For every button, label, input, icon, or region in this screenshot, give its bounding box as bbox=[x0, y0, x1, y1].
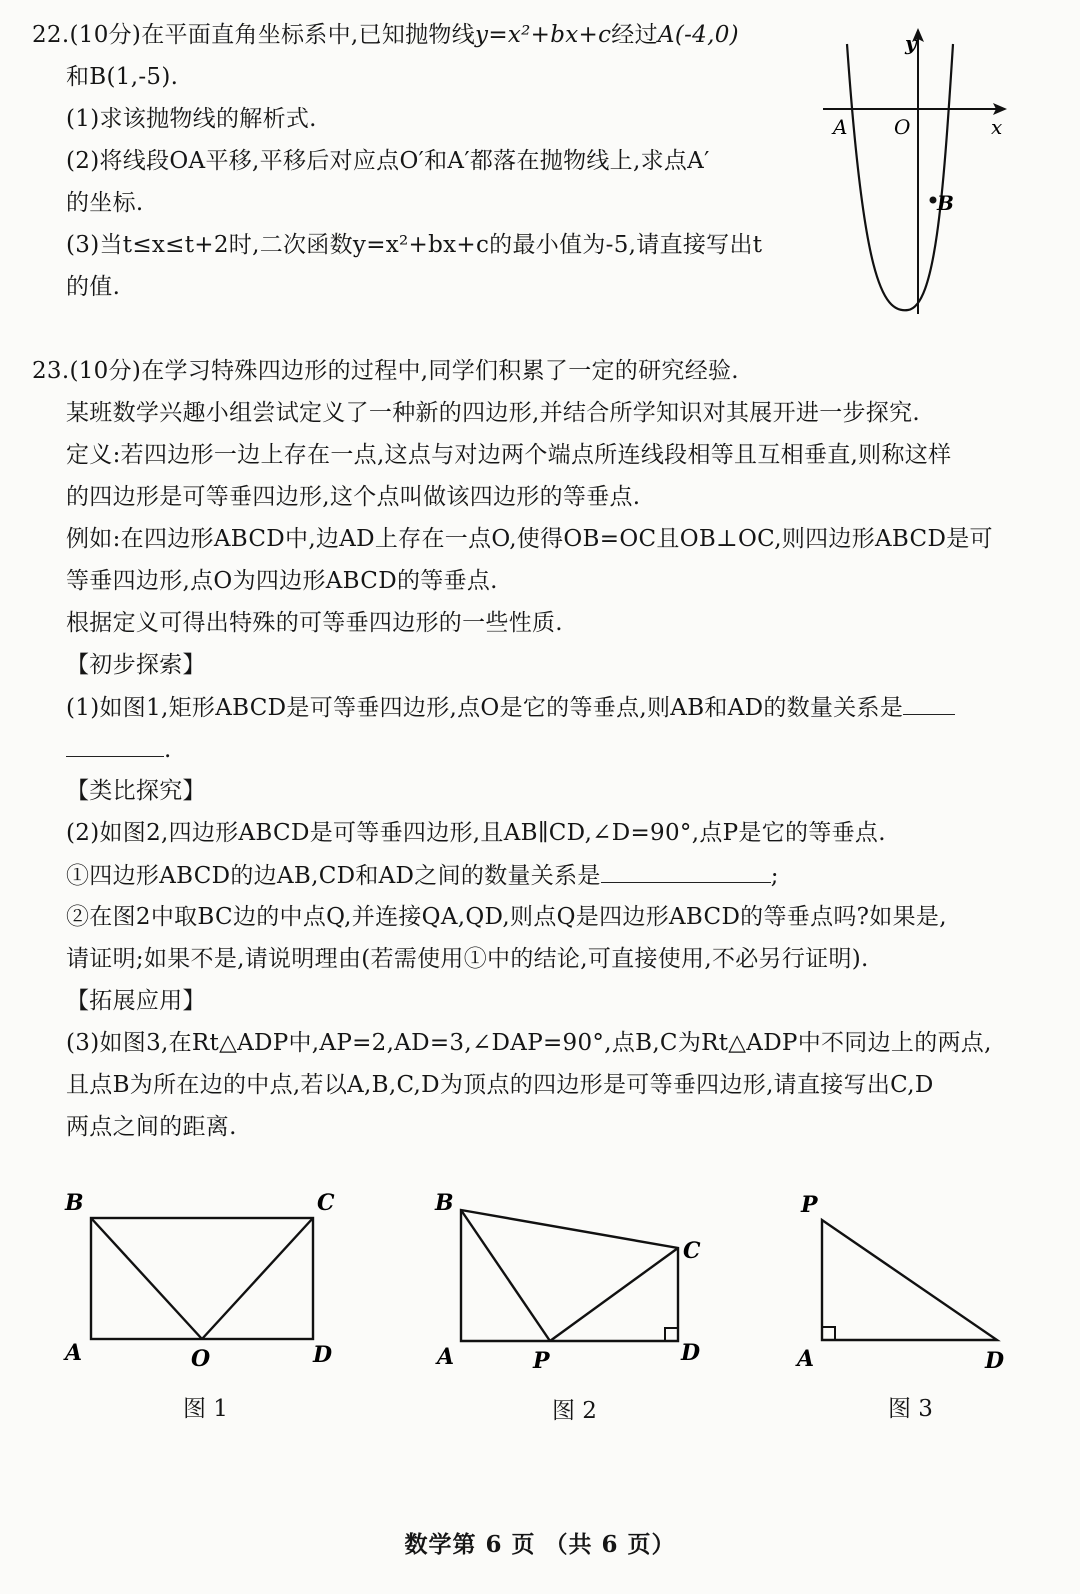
fig2-segment-pc bbox=[550, 1248, 678, 1341]
q23-part1-cont bbox=[66, 734, 172, 765]
q23-properties: 根据定义可得出特殊的可等垂四边形的一些性质. bbox=[66, 610, 563, 636]
figure-2-caption: 图 2 bbox=[552, 1398, 597, 1424]
graph-label-y: y bbox=[905, 31, 917, 55]
fig2-label-p: P bbox=[533, 1348, 550, 1374]
q22-stem-b: 经过 bbox=[611, 22, 658, 48]
q22-part3-a: (3)当t≤x≤t+2时,二次函数y=x²+bx+c的最小值为-5,请直接写出t bbox=[66, 232, 763, 258]
q23-line2: 某班数学兴趣小组尝试定义了一种新的四边形,并结合所学知识对其展开进一步探究. bbox=[66, 400, 921, 426]
heading-extended-application: 【拓展应用】 bbox=[66, 988, 206, 1014]
page-footer: 数学第 6 页 （共 6 页） bbox=[404, 1531, 676, 1558]
q22-part3-b: 的值. bbox=[66, 274, 121, 300]
q22-point-a: A(-4,0) bbox=[657, 22, 739, 48]
figure-3-caption: 图 3 bbox=[888, 1396, 933, 1422]
q23-part1-text: (1)如图1,矩形ABCD是可等垂四边形,点O是它的等垂点,则AB和AD的数量关系是 bbox=[66, 695, 904, 721]
q22-score: (10分) bbox=[69, 22, 142, 48]
fig1-segment-ob bbox=[91, 1218, 202, 1339]
fig1-label-a: A bbox=[65, 1340, 83, 1366]
q22-number: 22. bbox=[32, 22, 70, 48]
q22-part2-a: (2)将线段OA平移,平移后对应点O′和A′都落在抛物线上,求点A′ bbox=[66, 148, 710, 174]
graph-label-o: O bbox=[894, 115, 911, 139]
q22-part2-b: 的坐标. bbox=[66, 190, 144, 216]
fig1-label-b: B bbox=[65, 1190, 84, 1216]
heading-initial-exploration: 【初步探索】 bbox=[66, 652, 206, 678]
fig1-rectangle bbox=[91, 1218, 313, 1339]
q22-line1 bbox=[32, 20, 739, 50]
q23-part3a: (3)如图3,在Rt△ADP中,AP=2,AD=3,∠DAP=90°,点B,C为Rt△ADP中不同边上的两点, bbox=[66, 1030, 992, 1056]
q22-formula-y: y bbox=[475, 22, 489, 48]
q23-part1-end: . bbox=[164, 737, 172, 763]
fig3-triangle bbox=[822, 1220, 997, 1340]
q23-definition: 定义:若四边形一边上存在一点,这点与对边两个端点所连线段相等且互相垂直,则称这样 bbox=[66, 442, 952, 468]
q23-part2-2b: 请证明;如果不是,请说明理由(若需使用①中的结论,可直接使用,不必另行证明). bbox=[66, 946, 869, 972]
q23-part1 bbox=[66, 692, 955, 723]
point-b-dot bbox=[930, 197, 937, 204]
q23-example: 例如:在四边形ABCD中,边AD上存在一点O,使得OB=OC且OB⊥OC,则四边形ABCD是可 bbox=[66, 526, 993, 552]
q23-part2-1-end: ; bbox=[770, 863, 779, 889]
graph-label-b: B bbox=[937, 191, 954, 215]
q23-part2: (2)如图2,四边形ABCD是可等垂四边形,且AB∥CD,∠D=90°,点P是它的等垂点. bbox=[66, 820, 886, 846]
fig3-label-p: P bbox=[801, 1192, 818, 1218]
fig2-label-a: A bbox=[437, 1344, 455, 1370]
parabola-curve bbox=[847, 44, 953, 310]
fig1-label-c: C bbox=[317, 1190, 335, 1216]
q22-line2: 和B(1,-5). bbox=[66, 64, 179, 90]
q23-part2-1 bbox=[66, 860, 779, 891]
answer-blank-1-cont[interactable] bbox=[66, 734, 164, 757]
fig1-label-d: D bbox=[313, 1342, 333, 1368]
fig2-quadrilateral bbox=[461, 1210, 678, 1341]
fig2-label-c: C bbox=[683, 1238, 701, 1264]
q23-part3c: 两点之间的距离. bbox=[66, 1114, 237, 1140]
q22-formula-rest: =x²+bx+c bbox=[488, 22, 612, 48]
fig3-label-a: A bbox=[797, 1346, 815, 1372]
parabola-graph bbox=[815, 22, 1015, 322]
fig2-right-angle-mark bbox=[665, 1328, 678, 1341]
figure-2-diagram bbox=[425, 1180, 725, 1380]
q23-part3b: 且点B为所在边的中点,若以A,B,C,D为顶点的四边形是可等垂四边形,请直接写出C,D bbox=[66, 1072, 934, 1098]
answer-blank-1[interactable] bbox=[903, 692, 955, 715]
figure-1-caption: 图 1 bbox=[183, 1396, 228, 1422]
graph-label-x: x bbox=[991, 115, 1003, 139]
fig2-label-d: D bbox=[681, 1340, 701, 1366]
fig3-label-d: D bbox=[985, 1348, 1005, 1374]
q23-part2-1-text: ①四边形ABCD的边AB,CD和AD之间的数量关系是 bbox=[66, 863, 601, 889]
fig2-label-b: B bbox=[435, 1190, 454, 1216]
fig3-right-angle-mark bbox=[822, 1327, 835, 1340]
graph-label-a: A bbox=[833, 115, 848, 139]
figure-1-diagram bbox=[55, 1180, 355, 1380]
fig1-label-o: O bbox=[191, 1346, 211, 1372]
q22-part1: (1)求该抛物线的解析式. bbox=[66, 106, 317, 132]
q23-part2-2a: ②在图2中取BC边的中点Q,并连接QA,QD,则点Q是四边形ABCD的等垂点吗?如果是, bbox=[66, 904, 947, 930]
fig1-segment-oc bbox=[202, 1218, 313, 1339]
figure-3-diagram bbox=[785, 1180, 1045, 1380]
q23-line1: 23.(10分)在学习特殊四边形的过程中,同学们积累了一定的研究经验. bbox=[32, 358, 739, 384]
q22-stem-a: 在平面直角坐标系中,已知抛物线 bbox=[141, 22, 476, 48]
fig2-segment-pb bbox=[461, 1210, 550, 1341]
heading-analogy-exploration: 【类比探究】 bbox=[66, 778, 206, 804]
q23-definition-cont: 的四边形是可等垂四边形,这个点叫做该四边形的等垂点. bbox=[66, 484, 641, 510]
answer-blank-2[interactable] bbox=[601, 860, 771, 883]
q23-example-cont: 等垂四边形,点O为四边形ABCD的等垂点. bbox=[66, 568, 498, 594]
